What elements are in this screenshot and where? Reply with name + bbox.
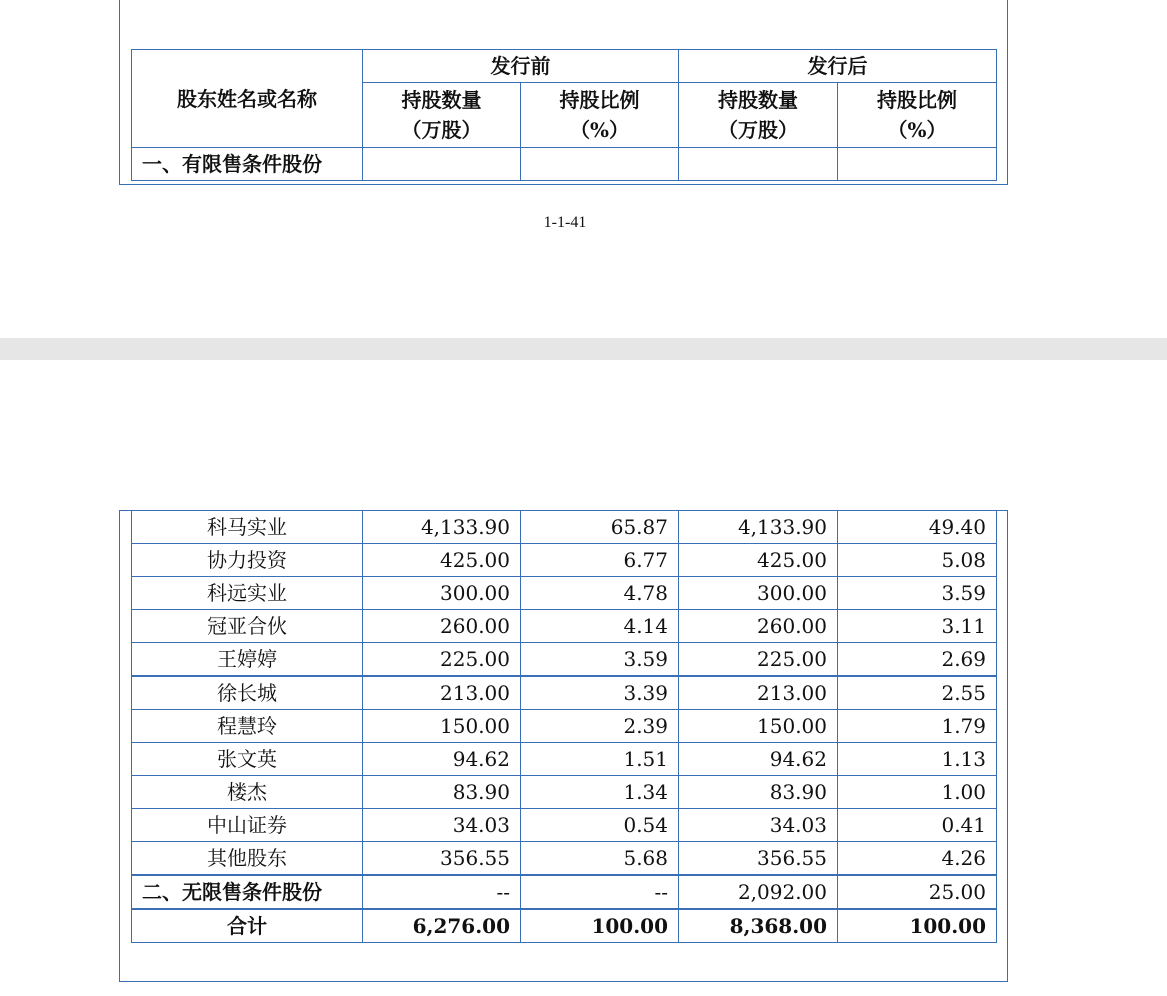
before-qty-cell: 4,133.90 xyxy=(363,511,521,544)
total-after-ratio: 100.00 xyxy=(838,909,997,943)
empty-cell xyxy=(521,148,679,181)
before-ratio-cell: 4.14 xyxy=(521,610,679,643)
after-qty-cell: 94.62 xyxy=(679,743,838,776)
shareholding-table-body xyxy=(131,510,997,943)
total-after-qty: 8,368.00 xyxy=(679,909,838,943)
total-label: 合计 xyxy=(132,909,363,943)
before-qty-cell: 213.00 xyxy=(363,676,521,710)
after-qty-cell: 300.00 xyxy=(679,577,838,610)
table-row xyxy=(132,743,997,776)
after-qty-cell: 83.90 xyxy=(679,776,838,809)
after-ratio-cell: 3.59 xyxy=(838,577,997,610)
shareholder-name-cell: 科马实业 xyxy=(132,511,363,544)
unrestricted-shares-row xyxy=(132,875,997,909)
before-ratio-cell: 1.51 xyxy=(521,743,679,776)
before-ratio-cell: 0.54 xyxy=(521,809,679,842)
after-issue-header: 发行后 xyxy=(679,50,997,83)
before-qty-cell: -- xyxy=(363,875,521,909)
after-ratio-cell: 3.11 xyxy=(838,610,997,643)
after-qty-cell: 150.00 xyxy=(679,710,838,743)
before-qty-header: 持股数量 （万股） xyxy=(363,83,521,148)
unrestricted-shares-label: 二、无限售条件股份 xyxy=(132,875,363,909)
before-ratio-cell: 1.34 xyxy=(521,776,679,809)
table-row xyxy=(132,676,997,710)
before-qty-cell: 300.00 xyxy=(363,577,521,610)
empty-cell xyxy=(838,148,997,181)
shareholder-name-cell: 协力投资 xyxy=(132,544,363,577)
table-row xyxy=(132,842,997,876)
after-qty-cell: 2,092.00 xyxy=(679,875,838,909)
empty-cell xyxy=(679,148,838,181)
before-ratio-cell: 6.77 xyxy=(521,544,679,577)
table-row xyxy=(132,809,997,842)
total-before-ratio: 100.00 xyxy=(521,909,679,943)
before-qty-cell: 34.03 xyxy=(363,809,521,842)
after-ratio-cell: 49.40 xyxy=(838,511,997,544)
before-ratio-cell: 2.39 xyxy=(521,710,679,743)
total-row xyxy=(132,909,997,943)
before-ratio-cell: 65.87 xyxy=(521,511,679,544)
shareholder-name-cell: 科远实业 xyxy=(132,577,363,610)
after-qty-header: 持股数量 （万股） xyxy=(679,83,838,148)
shareholder-name-cell: 楼杰 xyxy=(132,776,363,809)
shareholding-table-header xyxy=(131,49,997,181)
table-row xyxy=(132,643,997,677)
document-page-top xyxy=(0,0,1167,338)
table-row xyxy=(132,776,997,809)
shareholder-name-cell: 徐长城 xyxy=(132,676,363,710)
document-page-bottom xyxy=(0,360,1167,996)
after-qty-cell: 225.00 xyxy=(679,643,838,677)
page-gap xyxy=(0,338,1167,360)
shareholder-name-cell: 中山证券 xyxy=(132,809,363,842)
before-ratio-cell: 5.68 xyxy=(521,842,679,876)
empty-cell xyxy=(363,148,521,181)
total-before-qty: 6,276.00 xyxy=(363,909,521,943)
after-qty-cell: 356.55 xyxy=(679,842,838,876)
table-row xyxy=(132,610,997,643)
after-ratio-cell: 0.41 xyxy=(838,809,997,842)
after-ratio-cell: 2.69 xyxy=(838,643,997,677)
after-ratio-cell: 1.13 xyxy=(838,743,997,776)
before-ratio-cell: -- xyxy=(521,875,679,909)
after-ratio-cell: 25.00 xyxy=(838,875,997,909)
before-ratio-cell: 3.39 xyxy=(521,676,679,710)
before-qty-cell: 150.00 xyxy=(363,710,521,743)
shareholder-name-cell: 程慧玲 xyxy=(132,710,363,743)
after-ratio-cell: 2.55 xyxy=(838,676,997,710)
after-qty-cell: 425.00 xyxy=(679,544,838,577)
after-qty-cell: 4,133.90 xyxy=(679,511,838,544)
after-qty-cell: 34.03 xyxy=(679,809,838,842)
before-ratio-cell: 3.59 xyxy=(521,643,679,677)
before-ratio-header: 持股比例 （%） xyxy=(521,83,679,148)
table-row xyxy=(132,511,997,544)
after-ratio-cell: 1.79 xyxy=(838,710,997,743)
shareholder-name-header: 股东姓名或名称 xyxy=(132,50,363,148)
after-ratio-cell: 5.08 xyxy=(838,544,997,577)
shareholder-rows xyxy=(132,511,997,876)
shareholder-name-cell: 冠亚合伙 xyxy=(132,610,363,643)
table-row xyxy=(132,710,997,743)
before-issue-header: 发行前 xyxy=(363,50,679,83)
restricted-shares-section-label: 一、有限售条件股份 xyxy=(132,148,363,181)
before-qty-cell: 94.62 xyxy=(363,743,521,776)
table-row xyxy=(132,544,997,577)
after-qty-cell: 213.00 xyxy=(679,676,838,710)
after-ratio-header: 持股比例 （%） xyxy=(838,83,997,148)
before-qty-cell: 425.00 xyxy=(363,544,521,577)
before-qty-cell: 225.00 xyxy=(363,643,521,677)
shareholder-name-cell: 张文英 xyxy=(132,743,363,776)
after-qty-cell: 260.00 xyxy=(679,610,838,643)
after-ratio-cell: 1.00 xyxy=(838,776,997,809)
before-qty-cell: 83.90 xyxy=(363,776,521,809)
table-row xyxy=(132,577,997,610)
after-ratio-cell: 4.26 xyxy=(838,842,997,876)
before-ratio-cell: 4.78 xyxy=(521,577,679,610)
page-number: 1-1-41 xyxy=(543,214,587,231)
shareholder-name-cell: 王婷婷 xyxy=(132,643,363,677)
before-qty-cell: 260.00 xyxy=(363,610,521,643)
before-qty-cell: 356.55 xyxy=(363,842,521,876)
shareholder-name-cell: 其他股东 xyxy=(132,842,363,876)
